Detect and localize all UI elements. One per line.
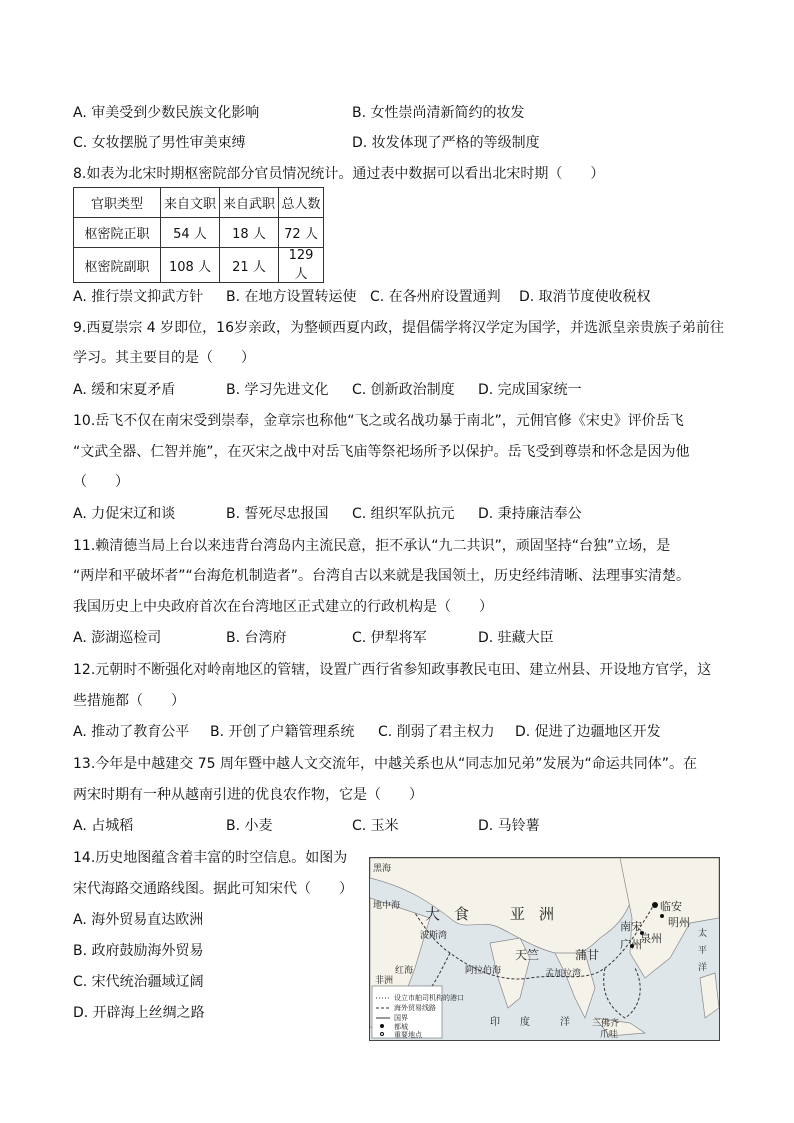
- q9-stem-line2: 学习。其主要目的是（ ）: [73, 350, 255, 366]
- map-label: 地中海: [373, 901, 401, 911]
- q13-option-a: A. 占城稻: [73, 818, 134, 834]
- map-label: 阿拉伯海: [465, 966, 502, 976]
- q11-option-d: D. 驻藏大臣: [478, 630, 554, 646]
- map-legend-item: 重要地点: [394, 1031, 422, 1039]
- song-maritime-route-map: [369, 857, 720, 1041]
- q8-option-b: B. 在地方设置转运使: [226, 289, 357, 305]
- q13-stem-line1: 13.今年是中越建交 75 周年暨中越人文交流年，中越关系也从“同志加兄弟”发展为“命运共同体”。在: [73, 756, 697, 772]
- map-legend-item: 都城: [394, 1023, 408, 1031]
- table-row: [74, 218, 324, 248]
- table-header-cell: 来自武职: [220, 188, 279, 218]
- table-cell: 18 人: [220, 218, 279, 248]
- q11-stem-line3: 我国历史上中央政府首次在台湾地区正式建立的行政机构是（ ）: [73, 599, 493, 615]
- q9-stem-line1: 9.西夏崇宗 4 岁即位，16岁亲政，为整顿西夏内政，提倡儒学将汉学定为国学，并选派皇亲贵族子弟前往: [73, 320, 724, 336]
- q11-stem-line2: “两岸和平破坏者”“台海危机制造者”。台湾自古以来就是我国领土，历史经纬清晰、法理事实清楚。: [73, 568, 691, 584]
- q14-option-a: A. 海外贸易直达欧洲: [73, 912, 204, 928]
- q11-option-b: B. 台湾府: [226, 630, 287, 646]
- map-label: 泉州: [640, 932, 662, 945]
- table-header-cell: 总人数: [279, 188, 324, 218]
- map-label: 南宋: [620, 920, 642, 933]
- table-header-row: [74, 188, 324, 218]
- q10-stem-line1: 10.岳飞不仅在南宋受到崇奉，金章宗也称他“飞之或名战功暴于南北”，元佣官修《宋史》评价岳飞: [73, 413, 684, 429]
- table-cell: 129 人: [279, 248, 324, 283]
- map-label: 非洲: [375, 976, 394, 986]
- q13-stem-line2: 两宋时期有一种从越南引进的优良农作物，它是（ ）: [73, 787, 423, 803]
- map-label: 爪哇: [600, 1030, 619, 1040]
- q14-stem-line2: 宋代海路交通路线图。据此可知宋代（ ）: [73, 881, 353, 897]
- table-cell: 枢密院副职: [74, 248, 161, 283]
- q14-option-c: C. 宋代统治疆域辽阔: [73, 974, 204, 990]
- table-cell: 72 人: [279, 218, 324, 248]
- q12-option-d: D. 促进了边疆地区开发: [515, 724, 661, 740]
- q7-option-d: D. 妆发体现了严格的等级制度: [352, 135, 540, 151]
- q10-option-a: A. 力促宋辽和谈: [73, 506, 176, 522]
- q10-option-c: C. 组织军队抗元: [352, 506, 455, 522]
- q7-option-c: C. 女妆摆脱了男性审美束缚: [73, 135, 246, 151]
- table-row: [74, 248, 324, 283]
- map-legend-item: 海外贸易线路: [394, 1004, 436, 1012]
- map-legend-item: 设立市舶司机构的港口: [394, 994, 464, 1002]
- q10-option-d: D. 秉持廉洁奉公: [478, 506, 582, 522]
- q8-option-c: C. 在各州府设置通判: [370, 289, 501, 305]
- q14-stem-line1: 14.历史地图蕴含着丰富的时空信息。如图为: [73, 850, 348, 866]
- map-label: 洋: [560, 1017, 570, 1028]
- map-label: 太平洋: [696, 928, 706, 979]
- q8-table: [73, 187, 324, 283]
- q8-option-d: D. 取消节度使收税权: [519, 289, 651, 305]
- map-label: 波斯湾: [420, 931, 448, 941]
- q12-option-b: B. 开创了户籍管理系统: [210, 724, 355, 740]
- q12-option-c: C. 削弱了君主权力: [378, 724, 495, 740]
- map-label: 亚洲: [510, 905, 569, 923]
- q14-option-b: B. 政府鼓励海外贸易: [73, 943, 204, 959]
- map-label: 明州: [668, 916, 690, 929]
- map-label: 印度: [490, 1017, 550, 1028]
- table-header-cell: 来自文职: [161, 188, 220, 218]
- map-label: 黑海: [373, 864, 392, 874]
- map-label: 孟加拉湾: [545, 969, 582, 979]
- map-label: 大食: [425, 905, 484, 923]
- q10-option-b: B. 誓死尽忠报国: [226, 506, 329, 522]
- map-label: 蒲甘: [575, 948, 600, 962]
- q12-option-a: A. 推动了教育公平: [73, 724, 190, 740]
- q12-stem-line1: 12.元朝时不断强化对岭南地区的管辖，设置广西行省参知政事教民屯田、建立州县、开设地方官学，这: [73, 662, 712, 678]
- q9-option-b: B. 学习先进文化: [226, 382, 329, 398]
- table-header-cell: 官职类型: [74, 188, 161, 218]
- q13-option-c: C. 玉米: [352, 818, 399, 834]
- q8-stem: 8.如表为北宋时期枢密院部分官员情况统计。通过表中数据可以看出北宋时期（ ）: [73, 166, 605, 182]
- q9-option-a: A. 缓和宋夏矛盾: [73, 382, 176, 398]
- q12-stem-line2: 些措施都（ ）: [73, 693, 185, 709]
- table-cell: 108 人: [161, 248, 220, 283]
- q10-stem-line2: “文武全器、仁智并施”，在灭宋之战中对岳飞庙等祭祀场所予以保护。岳飞受到尊崇和怀念是因为他: [73, 444, 690, 460]
- q7-option-b: B. 女性崇尚清新简约的妆发: [352, 105, 525, 121]
- q13-option-d: D. 马铃薯: [478, 818, 540, 834]
- map-label: 广州: [620, 938, 642, 951]
- q9-option-c: C. 创新政治制度: [352, 382, 455, 398]
- q14-option-d: D. 开辟海上丝绸之路: [73, 1005, 205, 1021]
- q11-option-a: A. 澎湖巡检司: [73, 630, 162, 646]
- q8-option-a: A. 推行崇文抑武方针: [73, 289, 204, 305]
- q13-option-b: B. 小麦: [226, 818, 273, 834]
- table-cell: 枢密院正职: [74, 218, 161, 248]
- q11-stem-line1: 11.赖清德当局上台以来违背台湾岛内主流民意，拒不承认“九二共识”，顽固坚持“台独”立场，是: [73, 538, 671, 554]
- q10-stem-line3: （ ）: [73, 474, 129, 490]
- table-cell: 54 人: [161, 218, 220, 248]
- map-label: 红海: [395, 966, 414, 976]
- map-label: 天竺: [515, 948, 540, 962]
- q11-option-c: C. 伊犁将军: [352, 630, 427, 646]
- map-legend-item: 国界: [394, 1014, 408, 1022]
- q9-option-d: D. 完成国家统一: [478, 382, 582, 398]
- q7-option-a: A. 审美受到少数民族文化影响: [73, 105, 260, 121]
- table-cell: 21 人: [220, 248, 279, 283]
- map-label: 三佛齐: [592, 1019, 620, 1029]
- map-label: 临安: [660, 900, 682, 913]
